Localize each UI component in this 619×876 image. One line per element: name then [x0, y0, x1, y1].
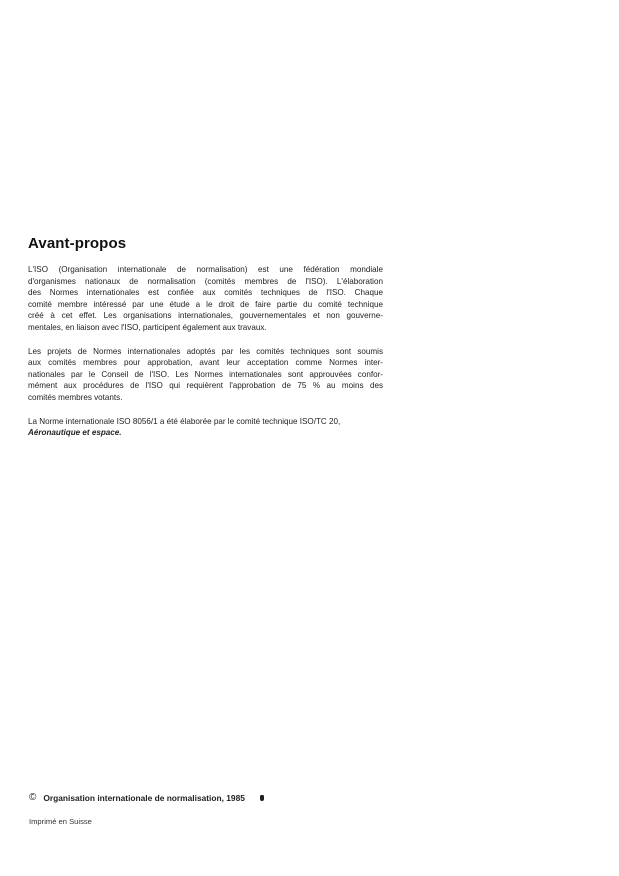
committee-title: Aéronautique et espace.	[28, 428, 122, 438]
text-line: mentales, en liaison avec l'ISO, participent également aux travaux.	[28, 322, 267, 332]
printed-in-note: Imprimé en Suisse	[29, 817, 92, 826]
paragraph-approval-process	[28, 346, 383, 404]
text-line: des Normes internationales est confiée aux comités techniques de l'ISO. Chaque	[28, 288, 383, 298]
copyright-text: Organisation internationale de normalisation, 1985	[43, 793, 245, 803]
text-line: Les projets de Normes internationales adoptés par les comités techniques sont soumis	[28, 346, 383, 356]
text-line: aux comités membres pour approbation, avant leur acceptation comme Normes inter-	[28, 358, 383, 368]
text-line: comités membres votants.	[28, 392, 123, 402]
foreword-heading: Avant-propos	[28, 235, 127, 252]
foreword-section	[28, 234, 383, 451]
text-line: mément aux procédures de l'ISO qui requièrent l'approbation de 75 % au moins des	[28, 381, 383, 391]
paragraph-standard-origin	[28, 416, 383, 439]
text-line: d'organismes nationaux de normalisation (comités membres de l'ISO). L'élaboration	[28, 276, 383, 286]
paragraph-iso-description	[28, 264, 383, 334]
committee-title-line	[28, 427, 383, 439]
copyright-footer	[29, 793, 264, 803]
text-line: comité membre intéressé par une étude a le droit de faire partie du comité technique	[28, 299, 383, 309]
text-line: L'ISO (Organisation internationale de normalisation) est une fédération mondiale	[28, 265, 383, 274]
text-line: créé à cet effet. Les organisations internationales, gouvernementales et non gouverne-	[28, 311, 383, 321]
bullet-icon	[260, 795, 264, 801]
copyright-line	[29, 793, 264, 803]
text-line: La Norme internationale ISO 8056/1 a été élaborée par le comité technique ISO/TC 20,	[28, 416, 341, 426]
copyright-icon: ©	[29, 792, 37, 803]
text-line: nationales par le Conseil de l'ISO. Les Normes internationales sont approuvées confor-	[28, 369, 383, 379]
